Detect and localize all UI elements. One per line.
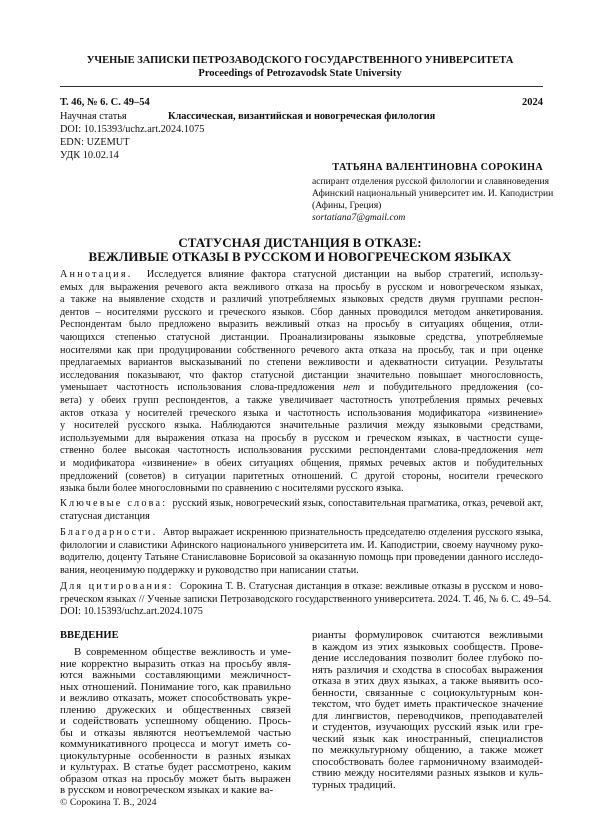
- article-title-line-1: СТАТУСНАЯ ДИСТАНЦИЯ В ОТКАЗЕ:: [178, 235, 422, 250]
- col2-line: для лингвистов, переводчиков, преподавателей: [312, 709, 543, 722]
- col1-line: бы и отказы являются неотъемлемой частью: [60, 726, 291, 739]
- col2-line: по межкультурному общению, а также может: [312, 744, 543, 756]
- col1-line: циокультурные особенности в разных языках: [60, 749, 291, 762]
- col2-line: дение исследования позволит более глубоко по-: [312, 652, 543, 664]
- thanks-line: [60, 527, 543, 540]
- col1-line: образом отказ на просьбу может быть выражен: [60, 772, 291, 785]
- col2-line: турных традиций.: [312, 778, 396, 791]
- col1-line: и вежливо отказать, может способствовать укре-: [60, 692, 291, 704]
- col1-line: плению дружеских и общественных связей: [60, 703, 291, 716]
- col1-line: и культурах. В статье будет рассмотрено, каким: [60, 761, 291, 773]
- doi: DOI: 10.15393/uchz.art.2024.1075: [60, 124, 205, 135]
- acknowledgements: [60, 527, 543, 577]
- intro-column-1: [60, 647, 291, 797]
- col2-line: рианты формулировок считаются вежливыми: [312, 629, 543, 641]
- abstract-line: [60, 269, 543, 282]
- author-name: ТАТЬЯНА ВАЛЕНТИНОВНА СОРОКИНА: [332, 162, 543, 173]
- abstract-line: используемыми для выражения отказа на просьбу в русском и греческом языках, в частности суще-: [60, 432, 543, 444]
- abstract-line: исследования показывают, что фактор статусной дистанции значительно повышает многословность,: [60, 369, 543, 381]
- col1-line: коммуникативного процесса и могут иметь со-: [60, 738, 291, 750]
- abstract-line: ственно более высокая частотность использования русскими респондентами слова-предложения нет: [60, 445, 543, 457]
- abstract-line: предложений (советов) в ситуации паритетных отношений. С другой стороны, носители греческого: [60, 470, 543, 482]
- keywords-label: Ключевые слова:: [60, 498, 168, 509]
- abstract-text: Исследуется влияние фактора статусной дистанции на выбор стратегий, использу-: [146, 269, 543, 280]
- abstract-line: емых для выражения речевого акта вежливого отказа на просьбу в русском и новогреческом языках,: [60, 281, 543, 293]
- abstract-line: уменьшает частотность использования слова-предложения нет и побудительного предложения (со-: [60, 382, 543, 394]
- edn: EDN: UZEMUT: [60, 137, 130, 148]
- intro-heading: ВВЕДЕНИЕ: [60, 630, 119, 641]
- col1-line: В современном обществе вежливость и уме-: [74, 646, 291, 658]
- emphasized-word: нет: [343, 382, 361, 394]
- author-affiliation-1: аспирант отделения русской филологии и славяноведения: [312, 176, 550, 187]
- copyright: © Сорокина Т. В., 2024: [60, 797, 157, 808]
- col2-line: способствовать более гармоничному взаимодей-: [312, 755, 543, 768]
- col2-line: бенности, связанные с социокультурным кон-: [312, 686, 543, 699]
- col1-line: и содействовать успешному общению. Прось-: [60, 715, 291, 727]
- col2-line: нять различия и сходства в способах выражения: [312, 663, 543, 676]
- author-email[interactable]: sortatiana7@gmail.com: [312, 212, 406, 223]
- abstract-line: актов отказа у носителей греческого языка и частотность использования модификатора «извинение»: [60, 407, 543, 419]
- thanks-line: водителю, доценту Татьяне Станиславовне Борисовой за оказанную помощь при проведении данного исследо-: [60, 552, 543, 564]
- col1-line: ние корректно выразить отказ на просьбу явля-: [60, 657, 291, 670]
- issue-info: Т. 46, № 6. С. 49–54: [60, 97, 150, 108]
- abstract-line: а также на выявление сходств и различий употребляемых языковых средств двумя группами респон-: [60, 294, 543, 306]
- keywords: [60, 498, 543, 523]
- issue-year: 2024: [522, 97, 543, 108]
- abstract-line: дентов – носителями русского и греческого языков. Сбор данных проводился методом анкетирования.: [60, 306, 543, 318]
- author-affiliation-2: Афинский национальный университет им. И. Каподистрии: [312, 188, 554, 199]
- abstract: [60, 269, 543, 496]
- col1-line: ных отношений. Понимание того, как правильно: [60, 680, 291, 693]
- col2-line: отказа в этих двух языках, а также выявить осо-: [312, 675, 543, 687]
- author-affiliation-3: (Афины, Греция): [312, 200, 382, 211]
- col2-line: ствию между носителями разных языков и куль-: [312, 767, 543, 779]
- keywords-text: русский язык, новогреческий язык, сопоставительная прагматика, отказ, речевой акт,: [172, 498, 543, 509]
- col2-line: и студентов, изучающих русский язык или гре-: [312, 721, 543, 733]
- citation-text: Сорокина Т. В. Статусная дистанция в отказе: вежливые отказы в русском и ново-: [179, 581, 543, 592]
- abstract-line: вета) у обеих групп респондентов, а также увеличивает частотность употребления прямых речевых: [60, 394, 543, 406]
- udk: УДК 10.02.14: [60, 150, 119, 161]
- rubric: Классическая, византийская и новогреческая филология: [168, 111, 436, 122]
- thanks-line: вания, неоценимую поддержку и руководство при написании статьи.: [60, 564, 359, 576]
- col1-line: ются важными составляющими межличност-: [60, 669, 291, 681]
- intro-column-2: [312, 630, 543, 791]
- thanks-label: Благодарности.: [60, 527, 158, 538]
- journal-title-en: Proceedings of Petrozavodsk State University: [198, 68, 402, 79]
- abstract-label: Аннотация.: [60, 269, 133, 280]
- col2-line: в каждом из этих языковых сообществ. Прове-: [312, 640, 543, 653]
- abstract-line: языка были более многословными по сравнению с носителями русского языка.: [60, 483, 404, 495]
- abstract-line: и модификатора «извинение» в обеих ситуациях общения, прямых речевых актов и побудительных: [60, 457, 543, 469]
- emphasized-word: нет: [526, 445, 543, 457]
- abstract-line: у носителей русского языка. Наблюдаются значительные различия между языковыми средствами,: [60, 420, 543, 432]
- citation: [60, 581, 552, 619]
- article-title-line-2: ВЕЖЛИВЫЕ ОТКАЗЫ В РУССКОМ И НОВОГРЕЧЕСКОМ ЯЗЫКАХ: [88, 249, 512, 264]
- abstract-line: предлагаемых вариантов высказываний по степени вежливости и адекватности ситуации. Результаты: [60, 357, 543, 369]
- citation-line: [60, 581, 543, 594]
- col2-line: ческий язык как иностранный, специалистов: [312, 732, 543, 745]
- keywords-line: статусная дистанция: [60, 510, 150, 522]
- thanks-line: филологии и славистики Афинского национального университета им. И. Каподистрии, своему научному руко-: [60, 539, 543, 551]
- citation-label: Для цитирования:: [60, 581, 174, 592]
- col2-line: текстом, что будет иметь практическое значение: [312, 698, 543, 710]
- abstract-line: Респондентам было предложено выразить вежливый отказ на просьбу в ситуациях общения, отли-: [60, 319, 543, 331]
- abstract-line: чающихся степенью статусной дистанции. Проанализированы языковые средства, употребляемые: [60, 331, 543, 343]
- thanks-text: Автор выражает искреннюю признательность председателю отделения русского языка,: [162, 527, 543, 538]
- citation-line: DOI: 10.15393/uchz.art.2024.1075: [60, 606, 203, 618]
- keywords-line: [60, 498, 543, 511]
- col1-line: в русском и новогреческом языках и какие ва-: [60, 784, 274, 796]
- header-rule: [60, 86, 543, 87]
- citation-line: греческом языках // Ученые записки Петрозаводского государственного университета. 2024. Т. 46, № 6. С. 49–54.: [60, 593, 552, 605]
- article-type: Научная статья: [60, 111, 127, 122]
- journal-title-ru: УЧЕНЫЕ ЗАПИСКИ ПЕТРОЗАВОДСКОГО ГОСУДАРСТВЕННОГО УНИВЕРСИТЕТА: [86, 55, 514, 66]
- abstract-line: носителями как при продуцировании собственного речевого акта отказа на просьбу, так и при оценке: [60, 344, 543, 356]
